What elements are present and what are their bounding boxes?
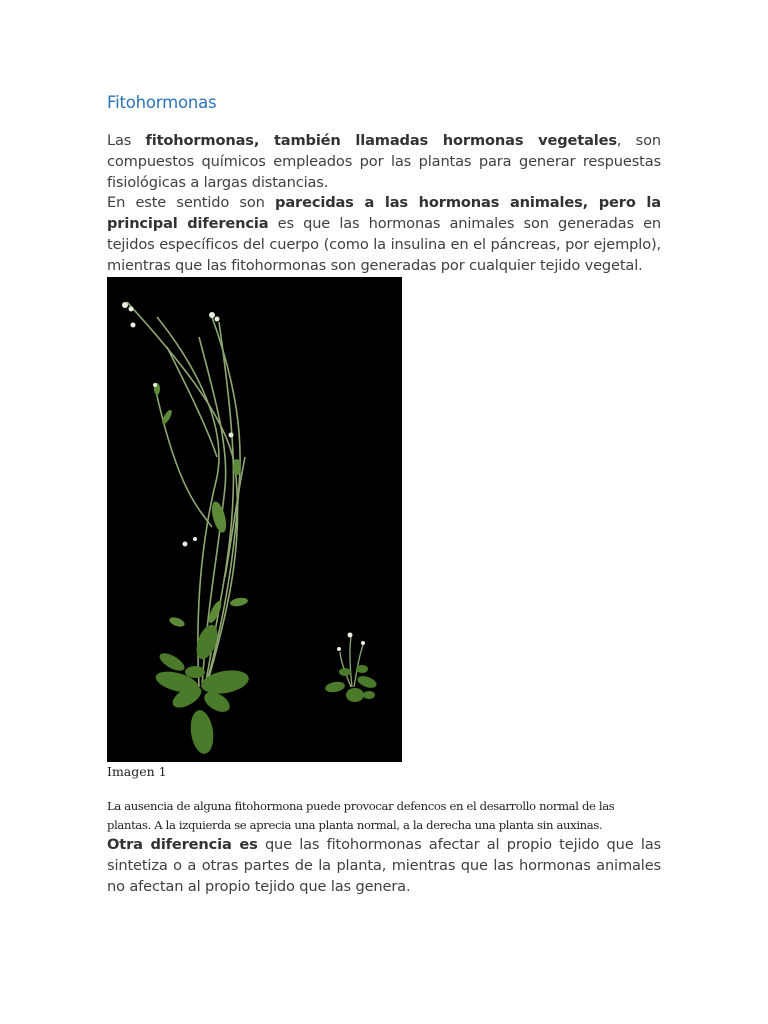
plant-illustration xyxy=(107,277,402,762)
p4-bold: Otra diferencia es xyxy=(107,836,258,853)
paragraph-difference xyxy=(107,834,661,897)
p2-bold: parecidas a las hormonas animales, pero la principal diferencia xyxy=(107,194,661,232)
p4-rest: que las fitohormonas afectar al propio tejido que las sintetiza o a otras partes de la planta, mientras que las hormonas animales no afectan al propio tejido que las genera. xyxy=(107,836,661,895)
paragraph-comparison xyxy=(107,192,661,276)
p2-rest: es que las hormonas animales son generadas en tejidos específicos del cuerpo (como la insulina en el páncreas, por ejemplo), mientras que las fitohormonas son generadas por cualquier tejido vegetal. xyxy=(107,215,662,274)
figure-label: Imagen 1 xyxy=(107,764,167,779)
p2-lead: En este sentido son xyxy=(107,194,276,211)
p1-rest: , son compuestos químicos empleados por las plantas para generar respuestas fisiológicas a largas distancias. xyxy=(107,132,662,191)
paragraph-intro xyxy=(107,130,661,193)
p1-bold: fitohormonas, también llamadas hormonas vegetales xyxy=(145,132,617,149)
figure-caption: La ausencia de alguna fitohormona puede provocar defencos en el desarrollo normal de las plantas. A la izquierda se aprecia una planta normal, a la derecha una planta sin auxinas. xyxy=(107,799,615,832)
plant-photo xyxy=(107,277,402,762)
p1-lead: Las xyxy=(107,132,146,149)
page-title: Fitohormonas xyxy=(107,93,217,112)
